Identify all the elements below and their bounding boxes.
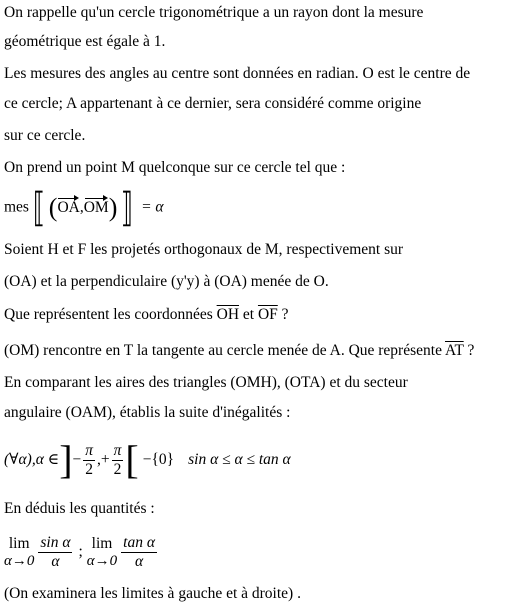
- eq-comma: ,: [79, 198, 84, 216]
- text-line-12: (On examinera les limites à gauche et à droite) .: [4, 585, 301, 602]
- frac-num: π: [113, 441, 122, 459]
- fraction-pi-over-2-left: [83, 442, 95, 479]
- question-coords-and: et: [242, 306, 255, 323]
- eq-prefix: mes: [4, 198, 29, 216]
- eq-rhs: = α: [141, 198, 164, 216]
- text-line-5: sur ce cercle.: [4, 127, 86, 144]
- equation-angle-measure: [4, 185, 164, 230]
- ineq-set-minus-zero: −{0}: [142, 451, 175, 468]
- right-paren: ): [108, 193, 118, 222]
- text-line-1: On rappelle qu'un cercle trigonométrique a un rayon dont la mesure: [4, 4, 424, 21]
- right-double-bracket: ⟧: [121, 185, 134, 230]
- left-open-bracket: ]: [59, 437, 73, 482]
- left-paren: (: [48, 193, 58, 222]
- lim-sub: α→0: [86, 553, 118, 569]
- lim-word: lim: [8, 535, 30, 552]
- ineq-minus: −: [72, 451, 82, 468]
- segment-at: $\overline{AT}$: [444, 342, 464, 359]
- fraction-sin-over-alpha: [38, 534, 72, 571]
- text-line-11: En déduis les quantités :: [4, 500, 155, 517]
- vector-om: OM: [84, 195, 109, 217]
- question-tangent-mark: ?: [467, 342, 475, 359]
- frac-den: α: [51, 552, 60, 570]
- limit-1: [4, 535, 34, 569]
- left-double-bracket: ⟦: [32, 185, 45, 230]
- frac-num: tan α: [123, 533, 155, 551]
- ineq-relation: sin α ≤ α ≤ tan α: [188, 451, 291, 468]
- frac-den: α: [135, 552, 144, 570]
- text-line-9: En comparant les aires des triangles (OMH), (OTA) et du secteur: [4, 374, 408, 391]
- limit-2: [87, 535, 117, 569]
- question-coords-mark: ?: [281, 306, 289, 323]
- segment-oh: $\overline{OH}$: [216, 306, 240, 323]
- question-tangent: [4, 342, 474, 360]
- text-line-10: angulaire (OAM), établis la suite d'inégalités :: [4, 404, 291, 421]
- lim-sub: α→0: [4, 553, 35, 569]
- text-line-6: On prend un point M quelconque sur ce cercle tel que :: [4, 159, 346, 176]
- vector-oa: OA: [57, 195, 79, 217]
- frac-num: sin α: [40, 533, 71, 551]
- question-tangent-text: (OM) rencontre en T la tangente au cercle menée de A. Que représente: [4, 342, 442, 359]
- limit-separator: ;: [78, 543, 83, 560]
- ineq-comma: ,+: [97, 451, 110, 468]
- frac-num: π: [85, 441, 94, 459]
- right-open-bracket: [: [125, 437, 139, 482]
- ineq-forall: (∀α),α ∈: [4, 451, 60, 468]
- limits-expression: [4, 527, 159, 577]
- text-line-3: Les mesures des angles au centre sont données en radian. O est le centre de: [4, 65, 471, 82]
- fraction-tan-over-alpha: [121, 534, 157, 571]
- fraction-pi-over-2-right: [112, 442, 124, 479]
- text-line-7: Soient H et F les projetés orthogonaux de M, respectivement sur: [4, 241, 404, 258]
- text-line-4: ce cercle; A appartenant à ce dernier, sera considéré comme origine: [4, 95, 422, 112]
- text-line-8: (OA) et la perpendiculaire (y'y) à (OA) menée de O.: [4, 273, 329, 290]
- lim-word: lim: [91, 535, 113, 552]
- question-coordinates: [4, 306, 289, 324]
- question-coords-text: Que représentent les coordonnées: [4, 306, 213, 323]
- frac-den: 2: [113, 460, 122, 478]
- frac-den: 2: [85, 460, 94, 478]
- text-line-2: géométrique est égale à 1.: [4, 33, 166, 50]
- inequality-equation: [4, 435, 291, 485]
- segment-of: $\overline{OF}$: [257, 306, 278, 323]
